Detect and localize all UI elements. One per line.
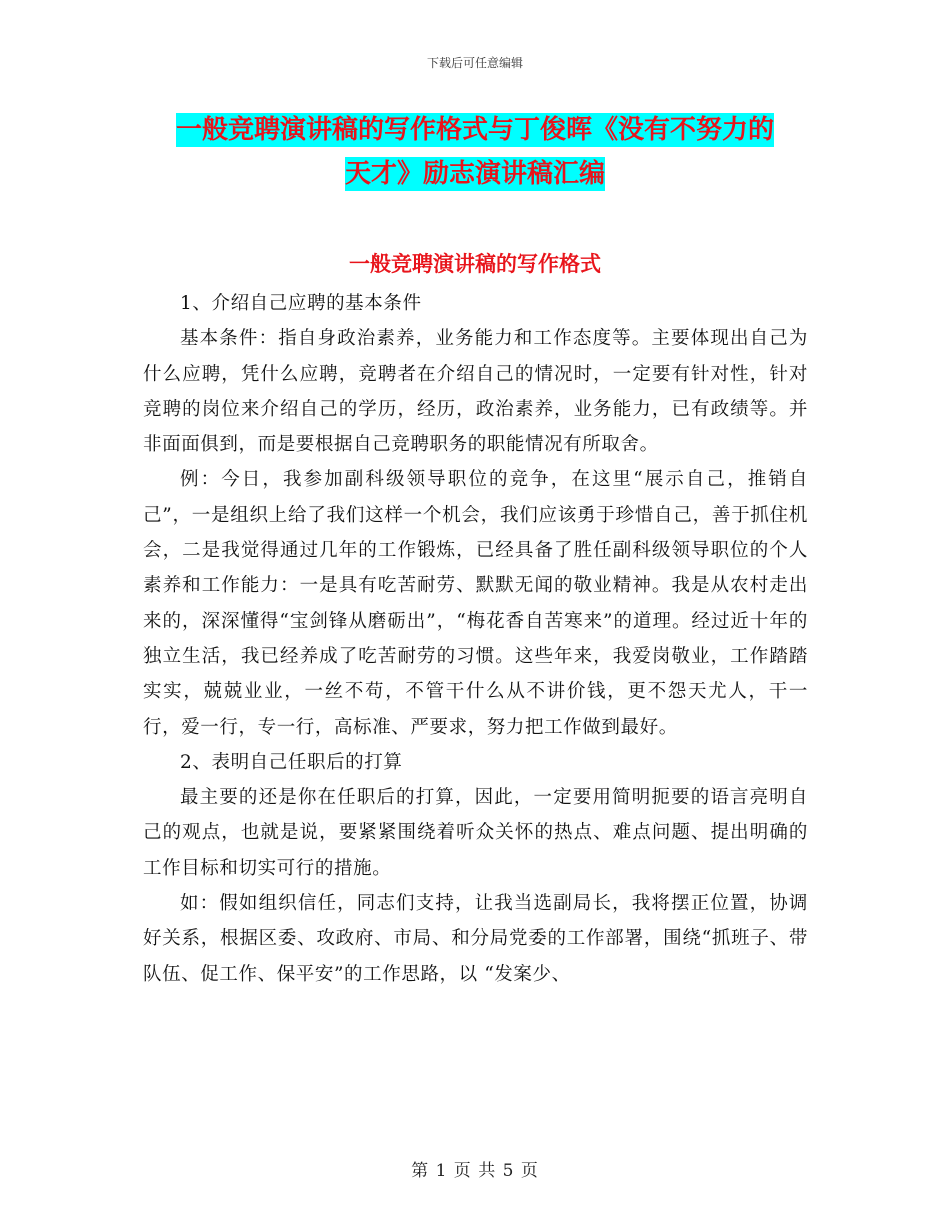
page-footer: 第 1 页 共 5 页 [411,1161,539,1181]
paragraph: 最主要的还是你在任职后的打算，因此，一定要用简明扼要的语言亮明自己的观点，也就是说，要紧紧围绕着听众关怀的热点、难点问题、提出明确的工作目标和切实可行的措施。 [143,787,808,879]
paragraph: 如：假如组织信任，同志们支持，让我当选副局长，我将摆正位置，协调好关系，根据区委、攻政府、市局、和分局党委的工作部署，围绕“抓班子、带队伍、促工作、保平安”的工作思路，以 “发案少、 [143,893,808,985]
section-title: 一般竞聘演讲稿的写作格式 [349,252,601,276]
document-title [140,108,810,196]
header-note: 下载后可任意编辑 [426,56,523,70]
title-line-1: 一般竞聘演讲稿的写作格式与丁俊晖《没有不努力的 [175,115,774,145]
paragraph: 例：今日，我参加副科级领导职位的竞争，在这里“展示自己，推销自己”，一是组织上给了我们这样一个机会，我们应该勇于珍惜自己，善于抓住机会，二是我觉得通过几年的工作锻炼，已经具备了胜任副科级领导职位的个人素养和工作能力：一是具有吃苦耐劳、默默无闻的敬业精神。我是从农村走出来的，深深懂得“宝剑锋从磨砺出”，“梅花香自苦寒来”的道理。经过近十年的独立生活，我已经养成了吃苦耐劳的习惯。这些年来，我爱岗敬业，工作踏踏实实，兢兢业业，一丝不苟，不管干什么从不讲价钱，更不怨天尤人，干一行，爱一行，专一行，高标准、严要求，努力把工作做到最好。 [143,469,808,738]
paragraph: 1、介绍自己应聘的基本条件 [180,293,422,314]
body-text [143,286,808,992]
paragraph: 基本条件：指自身政治素养，业务能力和工作态度等。主要体现出自己为什么应聘，凭什么应聘，竞聘者在介绍自己的情况时，一定要有针对性，针对竞聘的岗位来介绍自己的学历，经历，政治素养，业务能力，已有政绩等。并非面面俱到，而是要根据自己竞聘职务的职能情况有所取舍。 [143,328,808,456]
paragraph: 2、表明自己任职后的打算 [180,751,403,773]
title-line-2: 天才》励志演讲稿汇编 [344,159,605,189]
